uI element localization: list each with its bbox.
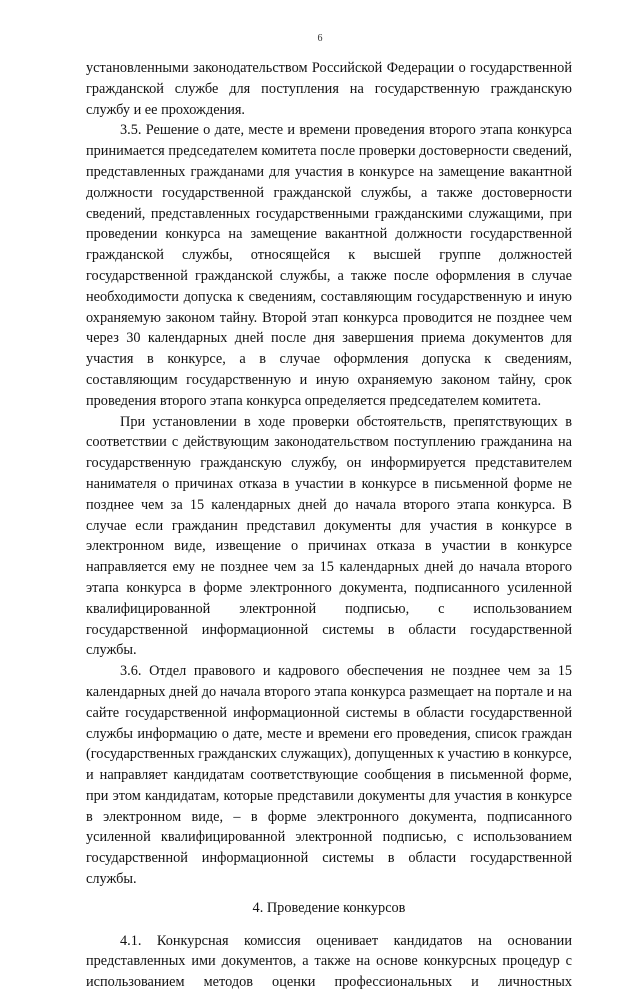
paragraph-4-1: 4.1. Конкурсная комиссия оценивает кандидатов на основании представленных ими документов, а также на основе конкурсных процедур с использованием методов оценки профессиональных и личностных — [86, 932, 572, 991]
section-heading: 4. Проведение конкурсов — [252, 899, 406, 916]
document-body — [86, 58, 572, 993]
paragraph-3-6: 3.6. Отдел правового и кадрового обеспечения не позднее чем за 15 календарных дней до начала второго этапа конкурса размещает на портале и на сайте государственной информационной системы в области государственной службы информацию о дате, месте и времени его проведения, список граждан (государственных гражданских служащих), допущенных к участию в конкурсе, и направляет кандидатам соответствующие сообщения в письменной форме, при этом кандидатам, которые представили документы для участия в конкурсе в электронном виде, – в форме электронного документа, подписанного усиленной квалифицированной электронной подписью, с использованием государственной информационной системы в области государственной службы. — [86, 663, 572, 888]
paragraph-refusal-notice: При установлении в ходе проверки обстоятельств, препятствующих в соответствии с действующим законодательством поступлению гражданина на государственную гражданскую службу, он информируется представителем нанимателя о причинах отказа в участии в конкурсе в письменной форме не позднее чем за 15 календарных дней до начала второго этапа конкурса. В случае если гражданин представил документы для участия в конкурсе в электронном виде, извещение о причинах отказа в участии в конкурсе направляется ему не позднее чем за 15 календарных дней до начала второго этапа конкурса в форме электронного документа, подписанного усиленной квалифицированной электронной подписью, с использованием государственной информационной системы в области государственной службы. — [86, 413, 572, 659]
paragraph-3-5: 3.5. Решение о дате, месте и времени проведения второго этапа конкурса принимается председателем комитета после проверки достоверности сведений, представленных гражданами для участия в конкурсе на замещение вакантной должности государственной гражданской службы, а также достоверности сведений, представленных государственными гражданскими служащими, при проведении конкурса на замещение вакантной должности государственной гражданской службы, относящейся к высшей группе должностей государственной гражданской службы, а также после оформления в случае необходимости допуска к сведениям, составляющим государственную и иную охраняемую законом тайну. Второй этап конкурса проводится не позднее чем через 30 календарных дней после дня завершения приема документов для участия в конкурсе, а в случае оформления допуска к сведениям, составляющим государственную и иную охраняемую законом тайну, срок проведения второго этапа конкурса определяется председателем комитета. — [86, 122, 572, 409]
paragraph-continuation: установленными законодательством Российской Федерации о государственной гражданской службе для поступления на государственную гражданскую службу и ее прохождения. — [86, 60, 572, 118]
page-number: 6 — [317, 33, 323, 44]
